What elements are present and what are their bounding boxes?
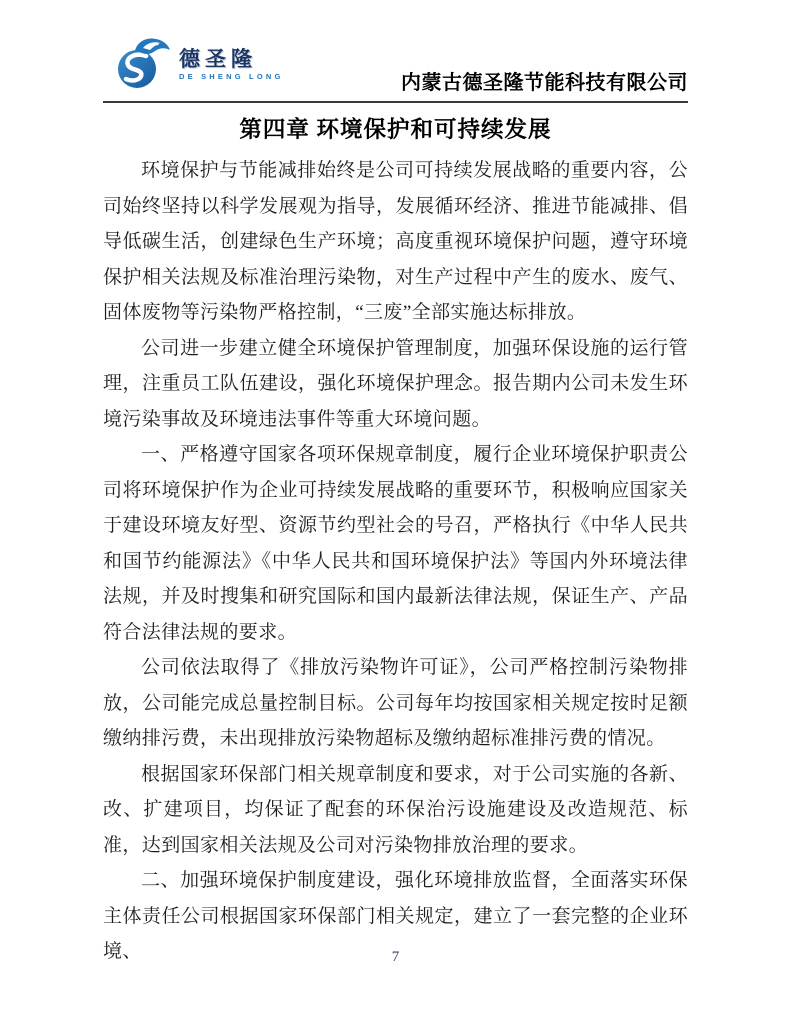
dragon-circle-logo-icon bbox=[113, 36, 175, 94]
logo-name-cn: 德圣隆 bbox=[179, 48, 257, 71]
body-paragraph: 一、严格遵守国家各项环保规章制度，履行企业环境保护职责公司将环境保护作为企业可持续发展战略的重要环节，积极响应国家关于建设环境友好型、资源节约型社会的号召，严格执行《中华人民共和国节约能源法》《中华人民共和国环境保护法》等国内外环境法律法规，并及时搜集和研究国际和国内最新法律法规，保证生产、产品符合法律法规的要求。 bbox=[103, 444, 688, 643]
logo-text bbox=[179, 49, 284, 81]
company-name: 内蒙古德圣隆节能科技有限公司 bbox=[401, 72, 688, 94]
document-body bbox=[103, 153, 688, 970]
body-paragraph: 二、加强环境保护制度建设，强化环境排放监督，全面落实环保主体责任公司根据国家环保部门相关规定，建立了一套完整的企业环境、 bbox=[103, 870, 688, 962]
page-footer bbox=[0, 948, 791, 966]
body-paragraph: 公司依法取得了《排放污染物许可证》，公司严格控制污染物排放，公司能完成总量控制目标。公司每年均按国家相关规定按时足额缴纳排污费，未出现排放污染物超标及缴纳超标准排污费的情况。 bbox=[103, 657, 688, 749]
chapter-title: 第四章 环境保护和可持续发展 bbox=[239, 117, 552, 142]
body-paragraph: 环境保护与节能减排始终是公司可持续发展战略的重要内容，公司始终坚持以科学发展观为指导，发展循环经济、推进节能减排、倡导低碳生活，创建绿色生产环境；高度重视环境保护问题，遵守环境保护相关法规及标准治理污染物，对生产过程中产生的废水、废气、固体废物等污染物严格控制，“三废”全部实施达标排放。 bbox=[103, 160, 688, 323]
body-paragraph: 根据国家环保部门相关规章制度和要求，对于公司实施的各新、改、扩建项目，均保证了配套的环保治污设施建设及改造规范、标准，达到国家相关法规及公司对污染物排放治理的要求。 bbox=[103, 763, 688, 856]
company-logo bbox=[113, 36, 284, 94]
header-divider bbox=[103, 101, 688, 103]
page-number: 7 bbox=[391, 949, 400, 965]
logo-name-en: DE SHENG LONG bbox=[179, 72, 284, 81]
page-header bbox=[103, 36, 688, 99]
body-paragraph: 公司进一步建立健全环境保护管理制度，加强环保设施的运行管理，注重员工队伍建设，强化环境保护理念。报告期内公司未发生环境污染事故及环境违法事件等重大环境问题。 bbox=[103, 337, 688, 430]
